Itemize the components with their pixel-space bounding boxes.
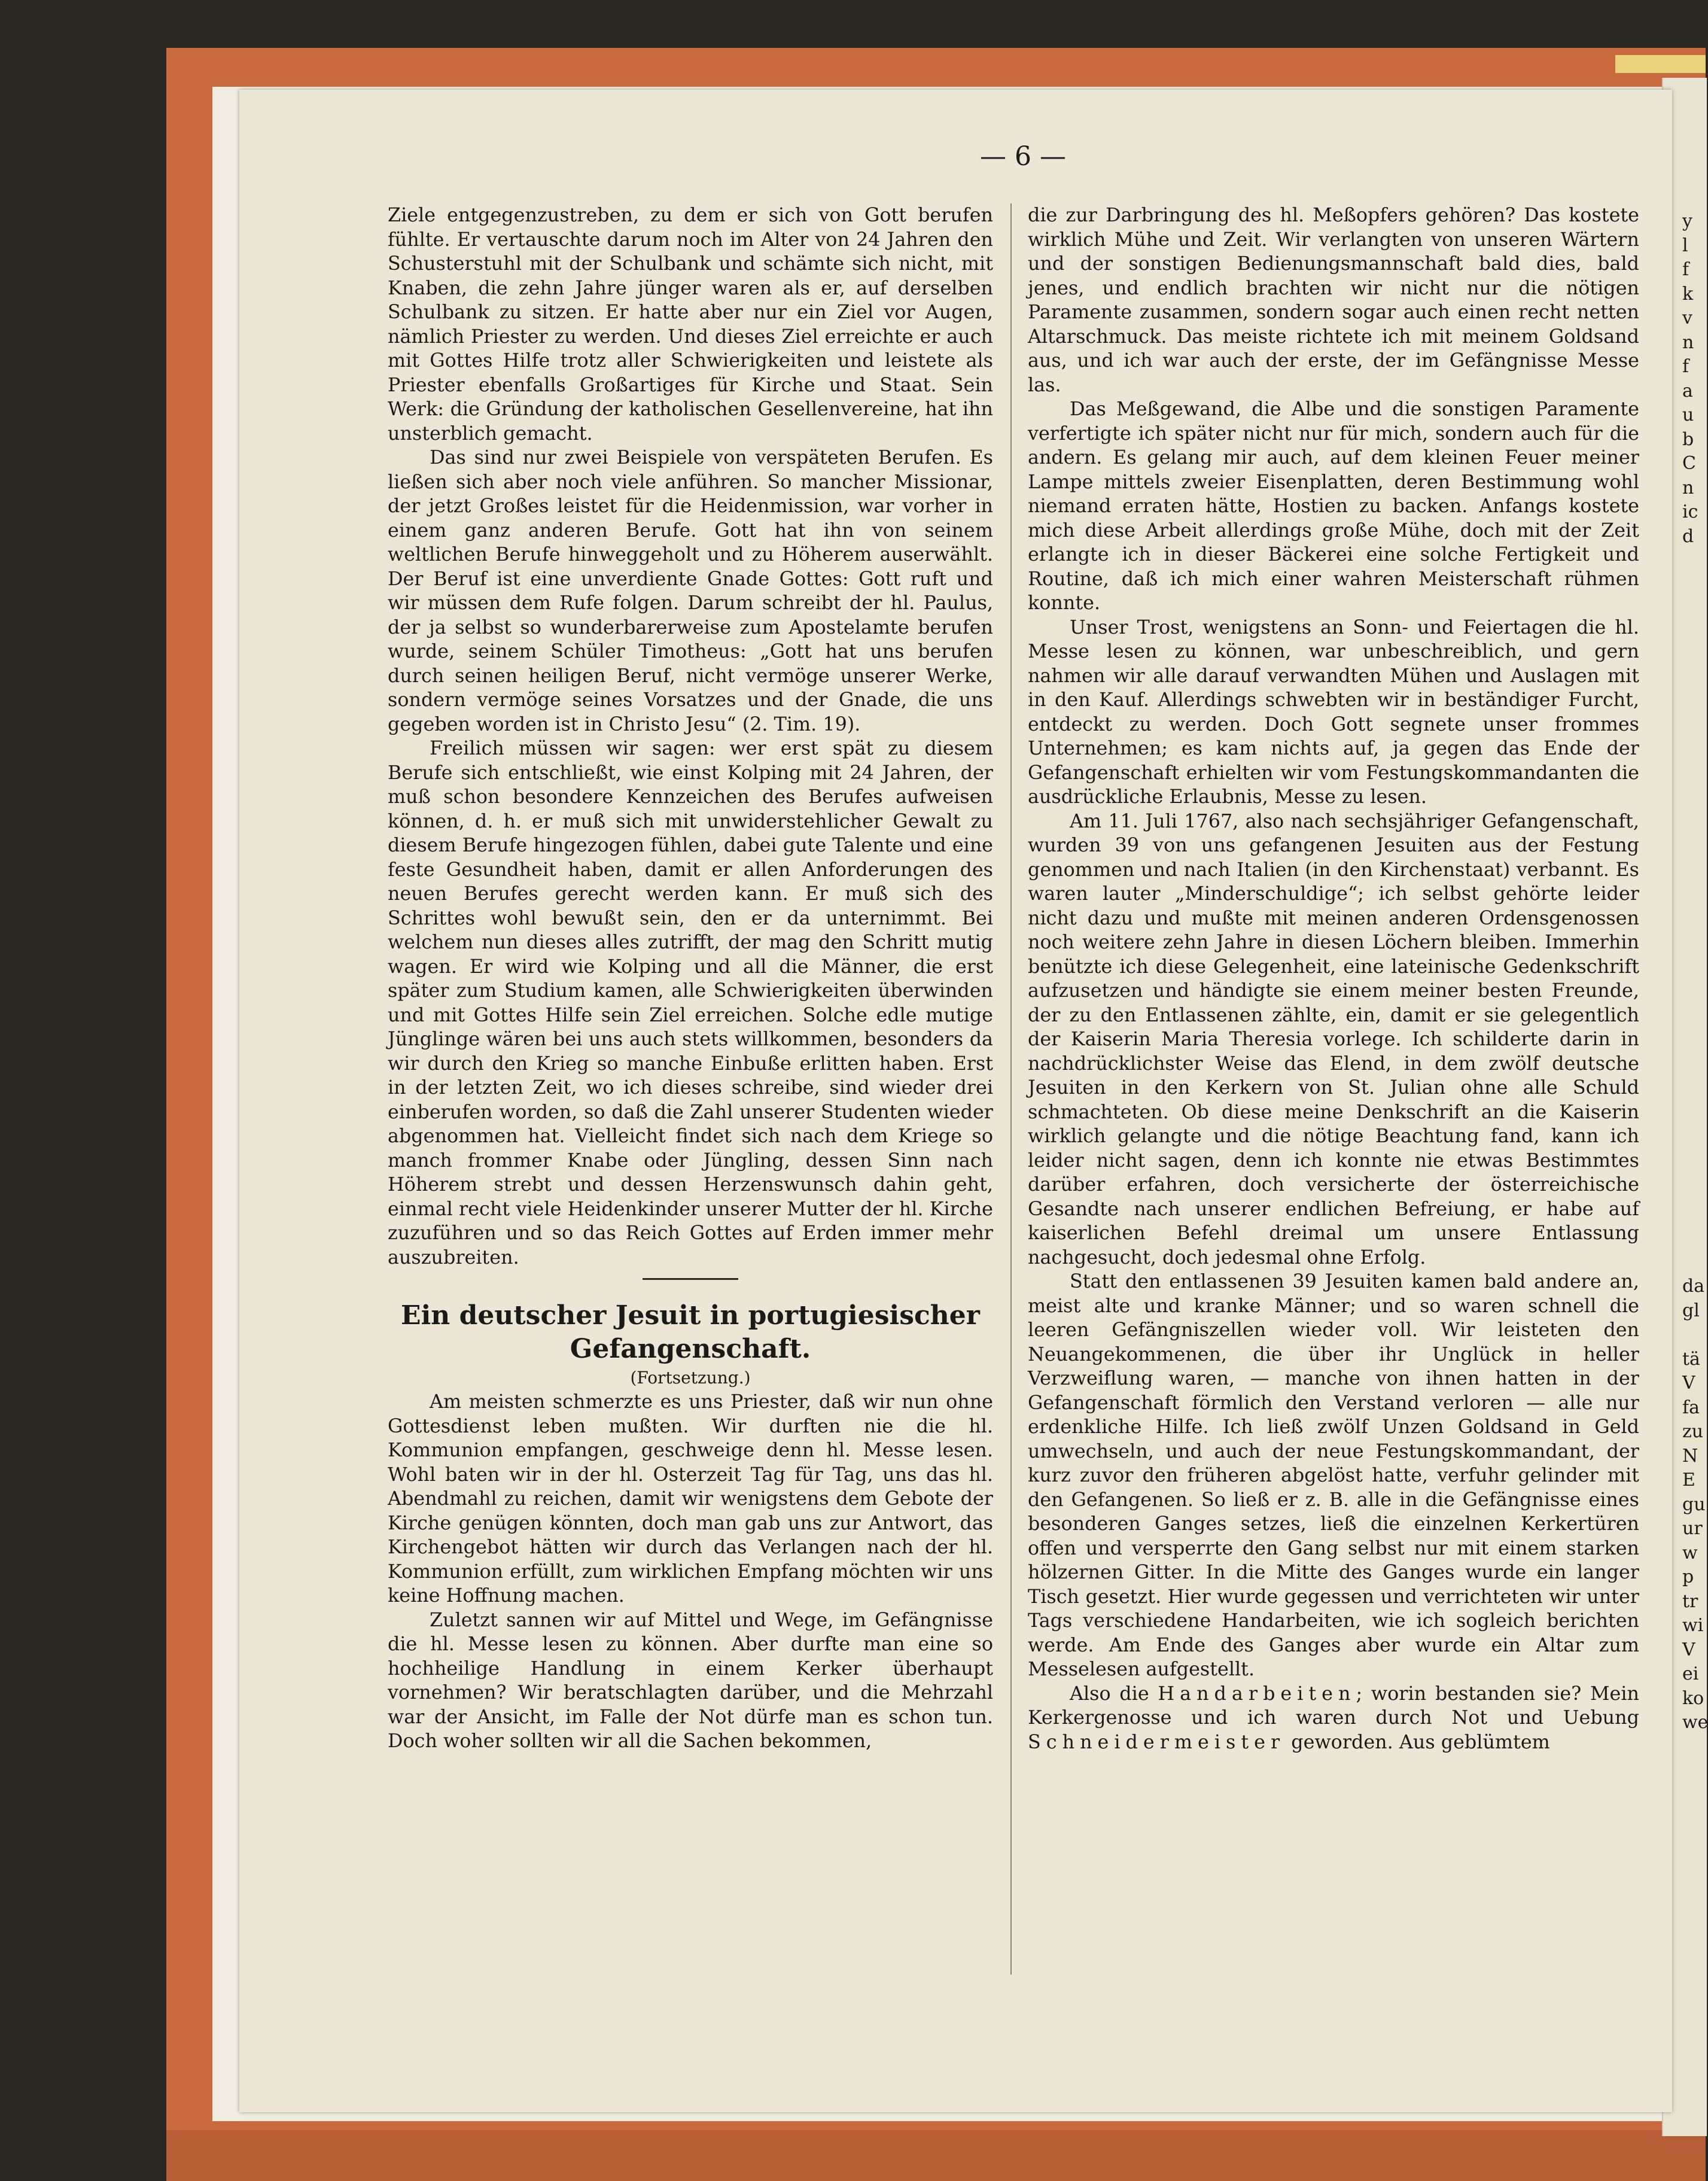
left-paragraph-2: Das sind nur zwei Beispiele von verspäteten Berufen. Es ließen sich aber noch viele anführen. So mancher Missionar, der jetzt Großes leistet für die Heidenmission, war vorher in einem ganz anderen Berufe. Gott hat ihn von seinem weltlichen Berufe hinweggeholt und zu Höherem auserwählt. Der Beruf ist eine unverdiente Gnade Gottes: Gott ruft und wir müssen dem Rufe folgen. Darum schreibt der hl. Paulus, der ja selbst so wunderbarerweise zum Apostelamte berufen wurde, seinem Schüler Timotheus: „Gott hat uns berufen durch seinen heiligen Beruf, nicht vermöge unserer Werke, sondern vermöge seines Vorsatzes und der Gnade, die uns gegeben worden ist in Christo Jesu“ (2. Tim. 19).	[388, 446, 993, 735]
right-paragraph-3: Unser Trost, wenigstens an Sonn- und Feiertagen die hl. Messe lesen zu können, war unbeschreiblich, und gern nahmen wir alle darauf verwandten Mühen und Auslagen mit in den Kauf. Allerdings schwebten wir in beständiger Furcht, entdeckt zu werden. Doch Gott segnete unser frommes Unternehmen; es kam nichts auf, ja gegen das Ende der Gefangenschaft erhielten wir vom Festungskommandanten die ausdrückliche Erlaubnis, Messe zu lesen.	[1028, 616, 1639, 808]
article-paragraph-2: Zuletzt sannen wir auf Mittel und Wege, im Gefängnisse die hl. Messe lesen zu können. Aber durfte man eine so hochheilige Handlung in einem Kerker überhaupt vornehmen? Wir beratschlagten darüber, und die Mehrzahl war der Ansicht, im Falle der Not dürfe man es schon tun. Doch woher sollten wir all die Sachen bekommen,	[388, 1608, 993, 1752]
continuation-note: (Fortsetzung.)	[630, 1368, 751, 1388]
spaced-word-handarbeiten: Handarbeiten	[1158, 1682, 1356, 1705]
left-column	[388, 203, 993, 1754]
right-column	[1028, 203, 1639, 1754]
article-paragraph-1: Am meisten schmerzte es uns Priester, daß wir nun ohne Gottesdienst leben mußten. Wir durften nie die hl. Kommunion empfangen, geschweige denn hl. Messe lesen. Wohl baten wir in der hl. Osterzeit Tag für Tag, uns das hl. Abendmahl zu reichen, damit wir wenigstens dem Gebote der Kirche genügen könnten, doch man gab uns zur Antwort, das Kirchengebot hätten wir durch das Verlangen nach der hl. Kommunion erfüllt, zum wirklichen Empfang möchten wir uns keine Hoffnung machen.	[388, 1391, 993, 1607]
right-paragraph-6	[1028, 1682, 1639, 1755]
left-paragraph-1: Ziele entgegenzustreben, zu dem er sich von Gott berufen fühlte. Er vertauschte darum noch im Alter von 24 Jahren den Schusterstuhl mit der Schulbank und schämte sich nicht, mit Knaben, die zehn Jahre jünger waren als er, auf derselben Schulbank zu sitzen. Er hatte aber nur ein Ziel vor Augen, nämlich Priester zu werden. Und dieses Ziel erreichte er auch mit Gottes Hilfe trotz aller Schwierigkeiten und leistete als Priester ebenfalls Großartiges für Kirche und Staat. Sein Werk: die Gründung der katholischen Gesellenvereine, hat ihn unsterblich gemacht.	[388, 204, 993, 445]
binder-clip	[1615, 55, 1706, 73]
right-paragraph-5: Statt den entlassenen 39 Jesuiten kamen bald andere an, meist alte und kranke Männer; und so waren schnell die leeren Gefängniszellen wieder voll. Wir leisteten den Neuangekommenen, die über ihr Unglück in heller Verzweiflung waren, — manche von ihnen hatten in der Gefangenschaft förmlich den Verstand verloren — alle nur erdenkliche Hilfe. Ich ließ zwölf Unzen Goldsand in Geld umwechseln, und auch der neue Festungskommandant, der kurz zuvor den früheren abgelöst hatte, verfuhr gelinder mit den Gefangenen. So ließ er z. B. alle in die Gefängnisse eines besonderen Ganges setzes, ließ die einzelnen Kerkertüren offen und versperrte den Gang selbst nur mit einem starken hölzernen Gitter. In die Mitte des Ganges wurde ein langer Tisch gesetzt. Hier wurde gegessen und verrichteten wir unter Tags verschiedene Handarbeiten, wie ich sogleich berichten werde. Am Ende des Ganges aber wurde ein Altar zum Messelesen aufgestellt.	[1028, 1270, 1639, 1680]
column-divider	[1010, 203, 1012, 1975]
article-heading: Ein deutscher Jesuit in portugiesischer Gefangenschaft.	[401, 1300, 980, 1364]
right-paragraph-1: die zur Darbringung des hl. Meßopfers gehören? Das kostete wirklich Mühe und Zeit. Wir verlangten von unseren Wärtern und der sonstigen Bedienungsmannschaft bald dies, bald jenes, und endlich brachten wir nicht nur die nötigen Paramente zusammen, sondern sogar auch einen recht netten Altarschmuck. Das meiste richtete ich mit meinem Goldsand aus, und ich war auch der erste, der im Gefängnisse Messe las.	[1028, 204, 1639, 396]
last-paragraph-start: Also die	[1070, 1682, 1149, 1705]
right-paragraph-4: Am 11. Juli 1767, also nach sechsjähriger Gefangenschaft, wurden 39 von uns gefangenen Jesuiten aus der Festung genommen und nach Italien (in den Kirchenstaat) verbannt. Es waren lauter „Minderschuldige“; ich selbst gehörte leider nicht dazu und mußte mit meinen anderen Ordensgenossen noch weitere zehn Jahre in diesen Löchern bleiben. Immerhin benützte ich diese Gelegenheit, eine lateinische Gedenkschrift aufzusetzen und händigte sie einem meiner besten Freunde, der zu den Entlassenen zählte, ein, damit er sie gelegentlich der Kaiserin Maria Theresia vorlege. Ich schilderte darin in nachdrücklichster Weise das Elend, in dem zwölf deutsche Jesuiten in den Kerkern von St. Julian ohne alle Schuld schmachteten. Ob diese meine Denkschrift an die Kaiserin wirklich gelangte und die nötige Beachtung fand, kann ich leider nicht sagen, denn ich konnte nie etwas Bestimmtes darüber erfahren, doch versicherte der österreichische Gesandte nach unserer endlichen Befreiung, er habe auf kaiserlichen Befehl dreimal um unsere Entlassung nachgesucht, doch jedesmal ohne Erfolg.	[1028, 810, 1639, 1269]
binder-board-edge	[166, 2130, 1706, 2181]
section-rule	[643, 1278, 738, 1280]
spaced-word-schneidermeister: Schneidermeister	[1028, 1730, 1286, 1753]
adjacent-page-text-top: y l f k v n f a u b C n ic d	[1682, 211, 1698, 547]
last-paragraph-end: geworden. Aus geblümtem	[1291, 1730, 1550, 1753]
page-number: — 6 —	[980, 141, 1066, 172]
left-paragraph-3: Freilich müssen wir sagen: wer erst spät zu diesem Berufe sich entschließt, wie einst Kolping mit 24 Jahren, der muß schon besondere Kennzeichen des Berufes aufweisen können, d. h. er muß sich mit unwiderstehlicher Gewalt zu diesem Berufe hingezogen fühlen, dabei gute Talente und eine feste Gesundheit haben, damit er allen Anforderungen des neuen Berufes gerecht werden kann. Er muß sich des Schrittes wohl bewußt sein, den er da unternimmt. Bei welchem nun dieses alles zutrifft, der mag den Schritt mutig wagen. Er wird wie Kolping und all die Männer, die erst später zum Studium kamen, alle Schwierigkeiten überwinden und mit Gottes Hilfe sein Ziel erreichen. Solche edle mutige Jünglinge wären bei uns auch stets willkommen, besonders da wir durch den Krieg so manche Einbuße erlitten haben. Erst in der letzten Zeit, wo ich dieses schreibe, sind wieder drei einberufen worden, so daß die Zahl unserer Studenten wieder abgenommen hat. Vielleicht findet sich nach dem Kriege so manch frommer Knabe oder Jüngling, dessen Sinn nach Höherem strebt und dessen Herzenswunsch dahin geht, einmal recht viele Heidenkinder unserer Mutter der hl. Kirche zuzuführen und so das Reich Gottes auf Erden immer mehr auszubreiten.	[388, 737, 993, 1269]
right-paragraph-2: Das Meßgewand, die Albe und die sonstigen Paramente verfertigte ich später nicht nur für mich, sondern auch für die andern. Es gelang mir auch, auf dem kleinen Feuer meiner Lampe mittels zweier Eisenplatten, deren Bestimmung wohl niemand erraten hätte, Hostien zu backen. Anfangs kostete mich diese Arbeit allerdings große Mühe, doch mit der Zeit erlangte ich in dieser Bäckerei eine solche Fertigkeit und Routine, daß ich mich einer wahren Meisterschaft rühmen konnte.	[1028, 398, 1639, 614]
adjacent-page-text-bottom: da gl tä V fa zu N E gu ur w p tr wi V ei ko we	[1682, 1276, 1708, 1733]
last-paragraph-middle: ; worin bestanden sie? Mein Kerkergenosse und ich waren durch Not und Uebung	[1028, 1682, 1640, 1729]
